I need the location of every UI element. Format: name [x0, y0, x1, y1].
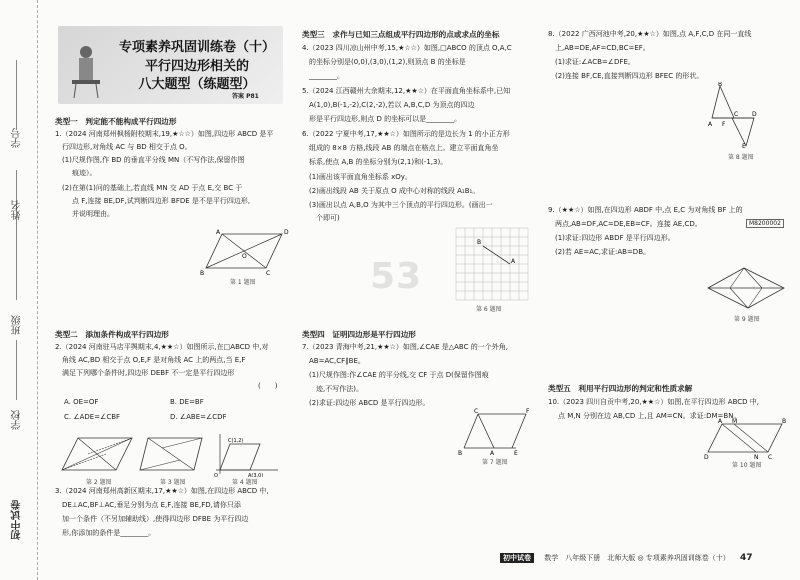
section-2-title: 类型二 添加条件构成平行四边形: [55, 330, 169, 339]
caption-q9: 第 9 题图: [734, 316, 760, 323]
q3-line: 3.（2024 河南郑州高新区期末,17,★★☆）如图,在四边形 ABCD 中,: [55, 487, 269, 495]
q9-line: (2)若 AE=AC,求证:AB=DB。: [555, 248, 651, 256]
svg-text:3: 3: [396, 256, 422, 297]
q3-line: 形,你添加的条件是________。: [62, 529, 156, 537]
binding-margin: [0, 0, 38, 580]
svg-text:M: M: [732, 418, 738, 425]
svg-text:B: B: [458, 450, 463, 456]
svg-text:B: B: [782, 418, 786, 425]
section-3-title: 类型三 求作与已知三点组成平行四边形的点或求点的坐标: [302, 30, 500, 39]
svg-text:C: C: [768, 454, 773, 460]
figure-q9: [704, 262, 788, 314]
figure-q10: [704, 418, 786, 460]
svg-text:D: D: [284, 229, 289, 236]
q6-line: 标系,使点 A,B 的坐标分别为(2,1)和(-1,3)。: [309, 158, 448, 166]
option-d: D. ∠ABE=∠CDF: [170, 413, 227, 421]
q9-line: 9.（★★☆）如图,在四边形 ABDF 中,点 E,C 为对角线 BF 上的: [548, 206, 743, 214]
margin-label-id: 学号: [12, 128, 23, 148]
svg-text:A: A: [718, 418, 723, 425]
q10-line: 10.（2023 四川自贡中考,20,★★☆）如图,在平行四边形 ABCD 中,: [548, 398, 760, 406]
svg-text:D: D: [704, 454, 709, 460]
q1-line: 并说明理由。: [72, 210, 114, 218]
q1-line: (1)尺规作图,作 BD 的垂直平分线 MN（不写作法,保留作图: [62, 156, 245, 164]
q1-line: 行四边形,对角线 AC 与 BD 相交于点 O。: [62, 143, 192, 151]
q5-line: 形是平行四边形,则点 D 的坐标可以是________。: [309, 115, 462, 123]
caption-q1: 第 1 题图: [230, 279, 256, 286]
page-number: 47: [740, 553, 753, 563]
option-b: B. DE=BF: [170, 398, 204, 406]
svg-text:C: C: [734, 111, 739, 118]
figure-q8: [708, 82, 758, 150]
answer-ref: 答案 P81: [232, 93, 259, 100]
q7-line: 迹,不写作法)。: [309, 385, 363, 393]
banner-title-1: 专项素养巩固训练卷（十）: [118, 40, 275, 55]
q6-line: (1)画出该平面直角坐标系 xOy。: [309, 173, 412, 181]
q8-line: (1)求证:∠ACB=∠DFE。: [555, 58, 635, 66]
svg-text:C(1,2): C(1,2): [228, 438, 244, 444]
margin-label-school: 学校: [12, 410, 23, 430]
q4-line: ________。: [309, 72, 344, 80]
q9-line: (1)求证:四边形 ABDF 是平行四边形。: [555, 234, 675, 242]
section-1-title: 类型一 判定能不能构成平行四边形: [55, 117, 177, 126]
q7-line: (2)求证:四边形 ABCD 是平行四边形。: [309, 399, 430, 407]
banner-title-3: 八大题型（练题型）: [138, 77, 256, 92]
q1-line: (2)在第(1)问的基础上,若直线 MN 交 AD 于点 E,交 BC 于: [62, 184, 243, 192]
q3-line: DE⊥AC,BF⊥AC,垂足分别为点 E,F,连接 BE,FD,请你只添: [62, 501, 241, 509]
watermark-logo-icon: [368, 248, 424, 298]
svg-text:A: A: [511, 258, 516, 265]
footer-title: ◎ 专项素养巩固训练卷（十）: [637, 554, 730, 562]
svg-text:O: O: [214, 473, 218, 477]
q6-line: (2)画出线段 AB 关于原点 O 成中心对称的线段 A₁B₁。: [309, 187, 480, 195]
q10-line: 点 M,N 分别在边 AB,CD 上,且 AM=CN。求证:DM=BN。: [558, 412, 741, 420]
reader-illustration-icon: [66, 40, 106, 100]
q1-line: 1.（2024 河南郑州枫杨附校期末,19,★☆☆）如图,四边形 ABCD 是平: [55, 130, 274, 138]
svg-text:5: 5: [370, 256, 396, 297]
q8-line: 8.（2022 广西河池中考,20,★★☆）如图,点 A,F,C,D 在同一直线: [548, 30, 752, 38]
option-c: C. ∠ADE=∠CBF: [64, 413, 121, 421]
caption-q7: 第 7 题图: [482, 459, 508, 466]
section-4-title: 类型四 证明四边形是平行四边形: [302, 330, 416, 339]
svg-text:N: N: [754, 454, 759, 460]
figure-q7: [456, 408, 532, 456]
margin-line: [16, 340, 17, 400]
svg-text:B: B: [477, 239, 482, 246]
caption-q4: 第 4 题图: [232, 479, 258, 486]
answer-paren: ( ): [258, 382, 278, 390]
figure-q6-grid: [454, 226, 530, 302]
svg-text:A: A: [490, 450, 495, 456]
q5-line: 5.（2024 江西赣州大余期末,12,★★☆）在平面直角坐标系中,已知: [302, 87, 511, 95]
figure-q4: [210, 432, 280, 477]
q3-line: 加一个条件（不另加辅助线）,使得四边形 DFBE 为平行四边: [62, 515, 249, 523]
margin-label-name: 姓名: [12, 200, 23, 220]
q7-line: 7.（2023 青海中考,21,★★☆）如图,∠CAE 是△ABC 的一个外角,: [302, 343, 508, 351]
svg-text:F: F: [722, 121, 726, 128]
svg-text:A: A: [708, 121, 713, 128]
svg-text:B: B: [718, 82, 723, 88]
q2-line: 2.（2024 河南驻马店平舆期末,4,★★☆）如图所示,在□ABCD 中,对: [55, 343, 269, 351]
svg-text:E: E: [514, 450, 518, 456]
banner-title-2: 平行四边形相关的: [144, 59, 249, 74]
margin-logo-text: 初中试卷: [12, 500, 23, 540]
q6-line: 6.（2022 宁夏中考,17,★★☆）如图所示的是边长为 1 的小正方形: [302, 130, 510, 138]
question-code: M8200002: [746, 219, 784, 228]
svg-text:F: F: [526, 408, 530, 415]
q6-line: 组成的 8×8 方格,线段 AB 的端点在格点上。建立平面直角坐: [309, 144, 499, 152]
q6-line: (3)画出以点 A,B,O 为其中三个顶点的平行四边形。(画出一: [309, 201, 493, 209]
svg-text:A(3,0): A(3,0): [248, 473, 264, 477]
q8-line: 上,AB=DE,AF=CD,BC=EF。: [555, 44, 650, 52]
margin-line: [16, 240, 17, 300]
option-a: A. OE=OF: [64, 398, 99, 406]
margin-label-class: 班级: [12, 315, 23, 335]
q2-line: 角线 AC,BD 相交于点 O,E,F 是对角线 AC 上的两点,当 E,F: [62, 356, 246, 364]
q5-line: A(1,0),B(-1,-2),C(2,-2),若以 A,B,C,D 为顶点的四边: [309, 101, 475, 109]
footer-subject: 数学 八年级下册 北师大版: [544, 554, 636, 562]
q9-line: 两点,AB=DF,AC=DE,EB=CF。连接 AE,CD。: [555, 220, 702, 228]
svg-text:O: O: [242, 253, 247, 260]
caption-q8: 第 8 题图: [728, 154, 754, 161]
svg-text:A: A: [216, 229, 221, 236]
figure-q3: [136, 432, 206, 477]
svg-text:D: D: [752, 111, 757, 118]
q6-line: 个即可): [309, 214, 340, 222]
svg-text:B: B: [200, 270, 205, 277]
caption-q3: 第 3 题图: [160, 479, 186, 486]
figure-q2: [60, 432, 135, 477]
caption-q2: 第 2 题图: [86, 479, 112, 486]
q2-line: 满足下列哪个条件时,四边形 DEBF 不一定是平行四边形: [62, 369, 235, 377]
caption-q6: 第 6 题图: [476, 306, 502, 313]
q1-line: 点 F,连接 BE,DF,试判断四边形 BFDE 是不是平行四边形,: [72, 197, 251, 205]
margin-line: [16, 60, 17, 130]
section-5-title: 类型五 利用平行四边形的判定和性质求解: [548, 384, 693, 393]
q4-line: 4.（2023 四川凉山州中考,15,★☆☆）如图,□ABCO 的顶点 O,A,C: [302, 44, 512, 52]
caption-q10: 第 10 题图: [732, 462, 762, 469]
svg-text:C: C: [266, 270, 271, 277]
figure-q1: [200, 228, 290, 278]
svg-text:C: C: [474, 408, 479, 415]
svg-text:E: E: [742, 143, 746, 150]
q4-line: 的坐标分别是(0,0),(3,0),(1,2),则顶点 B 的坐标是: [309, 58, 466, 66]
page-footer: [500, 553, 753, 563]
q1-line: 痕迹）。: [72, 169, 97, 177]
q8-line: (2)连接 BF,CE,直接判断四边形 BFEC 的形状。: [555, 72, 704, 80]
q7-line: AB=AC,CF∥BE。: [309, 357, 365, 365]
q7-line: (1)尺规作图:作∠CAE 的平分线,交 CF 于点 D(保留作图痕: [309, 371, 489, 379]
footer-brand-tag: 初中试卷: [500, 553, 534, 563]
